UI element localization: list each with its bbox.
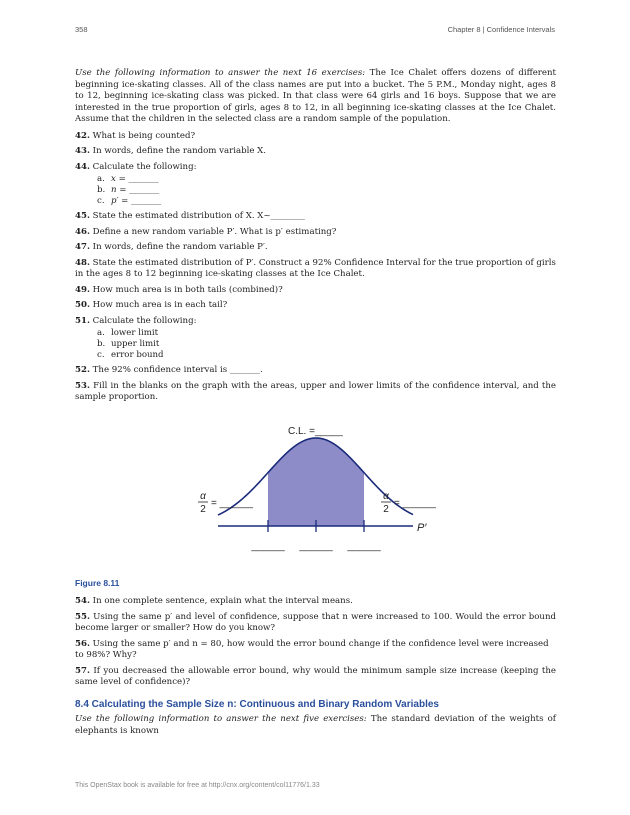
list-item: c. p′ = _______: [97, 196, 162, 206]
page-footer: This OpenStax book is available for free at http://cnx.org/content/col11776/1.33: [75, 782, 320, 789]
right-two: 2: [383, 503, 389, 515]
question-item: 56. Using the same p′ and n = 80, how would the error bound change if the confidence level were increased to 98%? Why?: [75, 638, 549, 660]
page-number: 358: [75, 25, 88, 34]
section-heading: 8.4 Calculating the Sample Size n: Continuous and Binary Random Variables: [75, 698, 439, 710]
question-item: 51. Calculate the following:: [75, 315, 197, 326]
question-group-a: [75, 131, 556, 208]
axis-label: P′: [417, 521, 427, 534]
list-item: b. n = _______: [97, 185, 160, 195]
question-item: 57. If you decreased the allowable error bound, why would the minimum sample size increase (keeping the same level of confidence)?: [75, 665, 556, 687]
figure-caption: Figure 8.11: [75, 577, 120, 588]
question-item: 49. How much area is in both tails (combined)?: [75, 284, 283, 295]
question-item: 44. Calculate the following:: [75, 161, 197, 172]
question-item: 43. In words, define the random variable X.: [75, 146, 267, 156]
intro-text: The Ice Chalet offers dozens of different beginning ice-skating classes. All of the class names are put into a bucket. The 5 P.M., Monday night, ages 8 to 12, beginning ice-skating class was picked. In that class were 64 girls and 16 boys. Suppose that we are interested in the true proportion of girls, ages 8 to 12, in all beginning ice-skating classes at the Ice Chalet. Assume that the children in the selected class are a random sample of the population.: [75, 68, 556, 124]
question-group-d: [75, 596, 556, 689]
question-item: 45. State the estimated distribution of X. X~________: [75, 211, 305, 221]
intro-paragraph: [75, 68, 556, 126]
list-item: b. upper limit: [97, 339, 160, 349]
right-tail-blank: = ______: [394, 497, 436, 509]
list-item: c. error bound: [97, 350, 164, 360]
left-tail-blank: = ______: [211, 497, 253, 509]
section-intro: Use the following information to answer the next five exercises: The standard deviation of the weights of elephants is known: [75, 714, 556, 736]
upper-limit-blank: ______: [347, 540, 381, 552]
page-body: [75, 68, 556, 742]
question-item: 46. Define a new random variable P′. What is p′ estimating?: [75, 226, 337, 237]
confidence-region-fill: [268, 438, 364, 526]
left-two: 2: [200, 503, 206, 515]
question-item: 47. In words, define the random variable P′.: [75, 242, 268, 252]
question-group-c: [75, 365, 556, 404]
question-item: 42. What is being counted?: [75, 130, 196, 141]
normal-curve-figure: [75, 418, 556, 568]
q51-sublist: [97, 328, 556, 361]
list-item: a. x = _______: [97, 174, 159, 184]
question-item: 48. State the estimated distribution of P′. Construct a 92% Confidence Interval for the true proportion of girls in the ages 8 to 12 beginning ice-skating classes at the Ice Chalet.: [75, 257, 556, 279]
question-item: 55. Using the same p′ and level of confidence, suppose that n were increased to 100. Would the error bound become larger or smaller? How do you know?: [75, 611, 556, 633]
confidence-level-label: C.L. =_____: [288, 425, 343, 437]
list-item: a. lower limit: [97, 328, 159, 338]
lower-limit-blank: ______: [251, 540, 285, 552]
q44-sublist: [97, 174, 556, 207]
question-item: 53. Fill in the blanks on the graph with the areas, upper and lower limits of the confidence interval, and the sample proportion.: [75, 380, 556, 402]
intro-lead: Use the following information to answer the next 16 exercises:: [75, 68, 366, 78]
question-group-b: [75, 211, 556, 361]
sample-proportion-blank: ______: [299, 540, 333, 552]
normal-curve-svg: [75, 418, 556, 568]
question-item: 52. The 92% confidence interval is _______.: [75, 365, 263, 375]
question-item: 50. How much area is in each tail?: [75, 300, 228, 310]
left-alpha-symbol: α: [200, 490, 206, 502]
question-item: 54. In one complete sentence, explain what the interval means.: [75, 596, 353, 606]
chapter-title: Chapter 8 | Confidence Intervals: [447, 25, 555, 34]
right-alpha-symbol: α: [383, 490, 389, 502]
